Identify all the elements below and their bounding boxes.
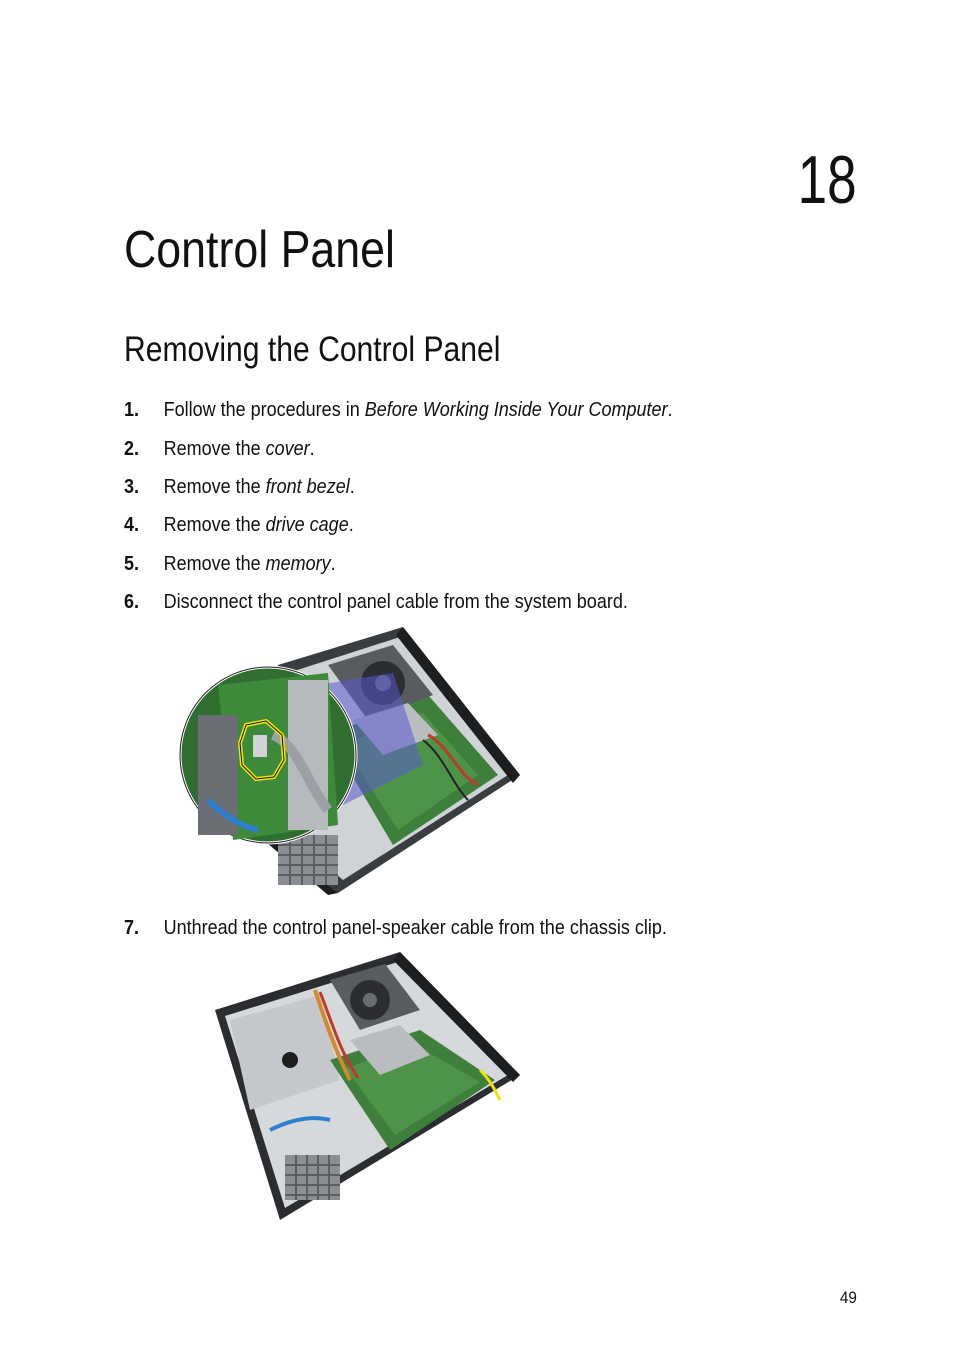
section-title: Removing the Control Panel [124, 330, 501, 369]
step-punct: . [348, 514, 354, 536]
step-punct: . [667, 399, 673, 421]
figure-control-panel-cable [178, 625, 523, 895]
step-link-text[interactable]: cover [265, 438, 310, 460]
step-link-text[interactable]: front bezel [265, 476, 350, 498]
step-4 [124, 512, 354, 538]
step-5 [124, 551, 336, 577]
step-number: 7. [124, 917, 140, 939]
step-3 [124, 474, 355, 500]
computer-chassis-photo-with-magnified-callout-icon [178, 625, 523, 895]
step-2 [124, 436, 315, 462]
step-1 [124, 397, 673, 423]
step-6 [124, 589, 628, 615]
step-number: 1. [124, 399, 140, 421]
step-text: Remove the [163, 553, 266, 575]
figure-chassis-clip [210, 950, 522, 1225]
step-link-text[interactable]: Before Working Inside Your Computer [364, 399, 668, 421]
step-text: Unthread the control panel-speaker cable from the chassis clip. [163, 917, 667, 939]
step-text: Disconnect the control panel cable from the system board. [163, 591, 628, 613]
step-number: 3. [124, 476, 140, 498]
step-punct: . [349, 476, 355, 498]
step-punct: . [330, 553, 336, 575]
step-7 [124, 915, 667, 941]
step-text: Remove the [163, 476, 266, 498]
step-number: 4. [124, 514, 140, 536]
page-number: 49 [839, 1288, 857, 1307]
step-number: 6. [124, 591, 140, 613]
step-link-text[interactable]: memory [265, 553, 331, 575]
chapter-number: 18 [798, 142, 857, 218]
computer-chassis-photo-icon [210, 950, 522, 1225]
chapter-title: Control Panel [124, 221, 395, 279]
step-number: 5. [124, 553, 140, 575]
step-link-text[interactable]: drive cage [265, 514, 349, 536]
step-text: Remove the [163, 438, 266, 460]
step-punct: . [309, 438, 315, 460]
step-text: Follow the procedures in [163, 399, 365, 421]
step-number: 2. [124, 438, 140, 460]
step-text: Remove the [163, 514, 266, 536]
